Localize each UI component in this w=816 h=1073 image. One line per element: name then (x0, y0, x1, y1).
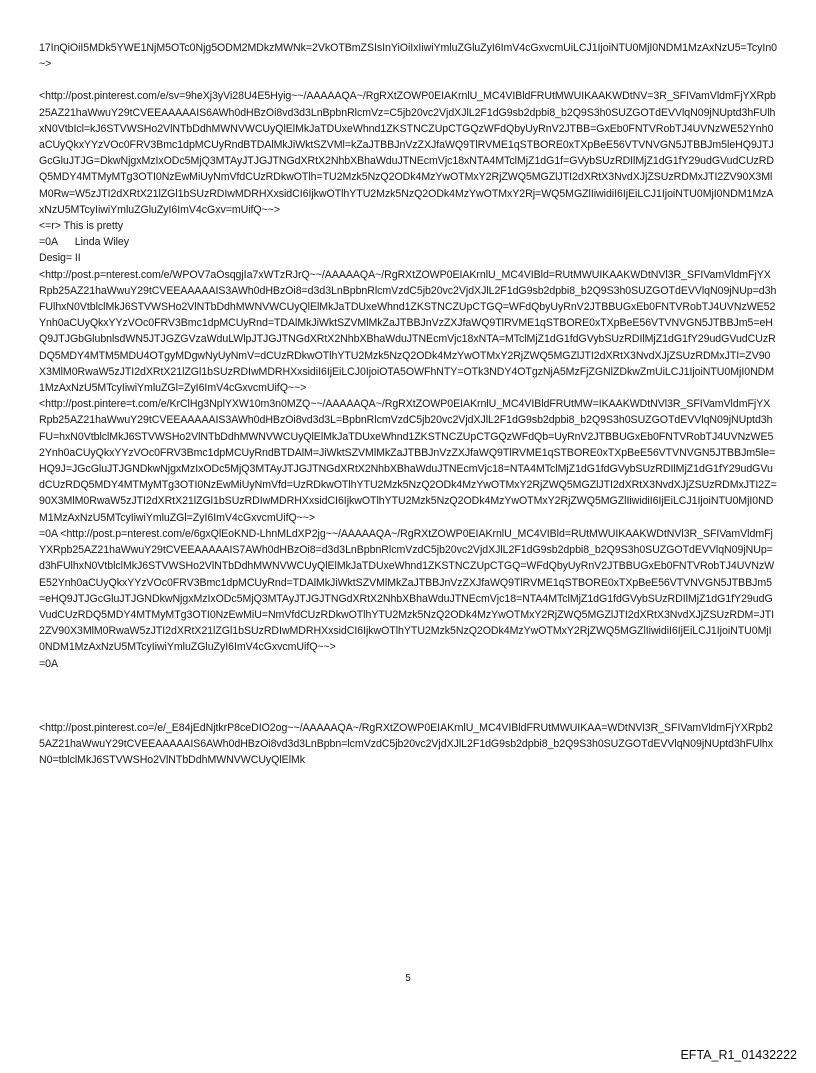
page-body (39, 40, 777, 768)
paragraph-spacer (39, 672, 777, 720)
url-paragraph: 17InQiOiI5MDk5YWE1NjM5OTc0Njg5ODM2MDkzMWNk=2VkOTBmZSIsInYiOiIxIiwiYmluZGluZyI6ImV4cGxvcmUiLCJ1IjoiNTU0MjI0NDM1MzAxNzU5=TcyIn0~> (39, 42, 777, 71)
text-line: =0A Linda Wiley (39, 236, 129, 249)
text-line: Desig= II (39, 252, 81, 265)
text-line: <=r> This is pretty (39, 220, 123, 233)
url-paragraph: <http://post.pinterest.com/e/sv=9heXj3yVi28U4E5Hyig~~/AAAAAQA~/RgRXtZOWP0EIAKrnlU_MC4VIBldFRUtMWUIKAAKWDtNV=3R_SFIVamVldmFjYXRpb25AZ21haWwuY29tCVEEAAAAAIS6AWh0dHBzOi8vd3d3LnBpbnRlcmVz=C5jb20vc2VjdXJlL2F1dG9sb2dpbi8_b2Q9S3h0SUZGOTdEVVlqN09jNUptd3hFUlhxN0VtbIcl=kJ6STVWSHo2VlNTbDdhMWNVWCUyQlElMkJaTDUxeWhnd1ZKSTNCZUpCTGQzWFdQbyUyRnV2JTBB=GxEb0FNTVRobTJ4UVNzWE52Ynh0aCUyQkxYYzVOc0FRV3Bmc1dpMCUyRndBTDAlMkJiWktSZVMl=kZaJTBBJnVzZXJfaWQ9TlRVME1qSTBORE0xTXpBeE56VTVNVGN5JTBBJm5leHQ9JTJGcGluJTJG=DkwNjgxMzIxODc5MjQ3MTAyJTJGJTNGdXRtX2NhbXBhaWduJTNEcmVjc18xNTA4MTclMjZ1dG1f=GVybSUzRDIlMjZ1dG1fY29udGVudCUzRDQ5MDY4MTMyMTg3OTI0NzEwMiUyNmVfdCUzRDkwOTlh=TU2Mzk5NzQ2ODk4MzYwOTMxY2RjZWQ5MGZlJTI2dXRtX3NvdXJjZSUzRDMxJTI2ZV90X3MlM0Rw=W5zJTI2dXRtX21lZGl1bSUzRDIwMDRHXxsidCI6IjkwOTlhYTU2Mzk5NzQ2ODk4MzYwOTMxY2Rj=WQ5MGZlIiwidiI6IjEiLCJ1IjoiNTU0MjI0NDM1MzAxNzU5MTcyIiwiYmluZGluZyI6ImV4cGxv=mUifQ~~> (39, 90, 776, 216)
url-paragraph: <http://post.pinterest.co=/e/_E84jEdNjtkrP8ceDIO2og~~/AAAAAQA~/RgRXtZOWP0EIAKrnlU_MC4VIBldFRUtMWUIKAA=WDtNVl3R_SFIVamVldmFjYXRpb25AZ21haWwuY29tCVEEAAAAAIS6AWh0dHBzOi8vd3d3LnBpbn=lcmVzdC5jb20vc2VjdXJlL2F1dG9sb2dpbi8_b2Q9S3h0SUZGOTdEVVlqN09jNUptd3hFUlhxN0=tblclMkJ6STVWSHo2VlNTbDdhMWNVWCUyQlElMk (39, 721, 774, 767)
paragraph-spacer (39, 72, 777, 88)
url-paragraph: <http://post.p=nterest.com/e/WPOV7aOsqgjIa7xWTzRJrQ~~/AAAAAQA~/RgRXtZOWP0EIAKrnlU_MC4VIBld=RUtMWUIKAAKWDtNVl3R_SFIVamVldmFjYXRpb25AZ21haWwuY29tCVEEAAAAAIS3AWh0dHBzOi8=d3d3LnBpbnRlcmVzdC5jb20vc2VjdXJlL2F1dG9sb2dpbi8_b2Q9S3h0SUZGOTdEVVlqN09jNUp=d3hFUlhxN0VtblclMkJ6STVWSHo2VlNTbDdhMWNVWCUyQlElMkJaTDUxeWhnd1ZKSTNCZUpCTGQ=WFdQbyUyRnV2JTBBUGxEb0FNTVRobTJ4UVNzWE52Ynh0aCUyQkxYYzVOc0FRV3Bmc1dpMCUyRnd=TDAlMkJiWktSZVMlMkZaJTBBJnVzZXJfaWQ9TlRVME1qSTBORE0xTXpBeE56VTVNVGN5JTBBJm5=eHQ9JTJGbGlubnlsdWN5JTJGZGVzaWduLWlpJTJGJTNGdXRtX2NhbXBhaWduJTNEcmVjc18xNTA=MTclMjZ1dG1fdGVybSUzRDIlMjZ1dG1fY29udGVudCUzRDQ5MDY4MTM5MDU4OTgyMDgwNyUyNmV=dCUzRDkwOTlhYTU2Mzk5NzQ2ODk4MzYwOTMxY2RjZWQ5MGZlJTI2dXRtX3NvdXJjZSUzRDMxJTI=ZV90X3MlM0RwaW5zJTI2dXRtX21lZGl1bSUzRDIwMDRHXxsidiI6IjEiLCJ0IjoiOTA5OWFhNTY=OTk3NDY4OTgzNjA5MzFjZGNlZDkwZmUiLCJ1IjoiNTU0MjI0NDM1MzAxNzU5MTcyIiwiYmluZGl=ZyI6ImV4cGxvcmUifQ~~> (39, 268, 777, 395)
document-id: EFTA_R1_01432222 (680, 1048, 797, 1062)
url-paragraph: =0A <http://post.p=nterest.com/e/6gxQlEoKND-LhnMLdXP2jg~~/AAAAAQA~/RgRXtZOWP0EIAKrnlU_MC4VIBld=RUtMWUIKAAKWDtNVl3R_SFIVamVldmFjYXRpb25AZ21haWwuY29tCVEEAAAAAIS7AWh0dHBzOi8=d3d3LnBpbnRlcmVzdC5jb20vc2VjdXJlL2F1dG9sb2dpbi8_b2Q9S3h0SUZGOTdEVVlqN09jNUp=d3hFUlhxN0VtblclMkJ6STVWSHo2VlNTbDdhMWNVWCUyQlElMkJaTDUxeWhnd1ZKSTNCZUpCTGQ=WFdQbyUyRnV2JTBBUGxEb0FNTVRobTJ4UVNzWE52Ynh0aCUyQkxYYzVOc0FRV3Bmc1dpMCUyRnd=TDAlMkJiWktSZVMlMkZaJTBBJnVzZXJfaWQ9TlRVME1qSTBORE0xTXpBeE56VTVNVGN5JTBBJm5=eHQ9JTJGcGluJTJGNDkwNjgxMzIxODc5MjQ3MTAyJTJGJTNGdXRtX2NhbXBhaWduJTNEcmVjc18=NTA4MTclMjZ1dG1fdGVybSUzRDIlMjZ1dG1fY29udGVudCUzRDQ5MDY4MTMyMTg3OTI0NzEwMiU=NmVfdCUzRDkwOTlhYTU2Mzk5NzQ2ODk4MzYwOTMxY2RjZWQ5MGZlJTI2dXRtX3NvdXJjZSUzRDM=JTI2ZV90X3MlM0RwaW5zJTI2dXRtX21lZGl1bSUzRDIwMDRHXxsidCI6IjkwOTlhYTU2Mzk5NzQ2ODk4MzYwOTMxY2RjZWQ5MGZlIiwidiI6IjEiLCJ1IjoiNTU0MjI0NDM1MzAxNzU5MTcyIiwiYmluZGluZyI6ImV4cGxvcmUifQ~~> (39, 527, 775, 654)
url-paragraph: <http://post.pintere=t.com/e/KrClHg3NplYXW10m3n0MZQ~~/AAAAAQA~/RgRXtZOWP0EIAKrnlU_MC4VIBldFRUtMW=IKAAKWDtNVl3R_SFIVamVldmFjYXRpb25AZ21haWwuY29tCVEEAAAAAIS3AWh0dHBzOi8vd3d3L=BpbnRlcmVzdC5jb20vc2VjdXJlL2F1dG9sb2dpbi8_b2Q9S3h0SUZGOTdEVVlqN09jNUptd3hFU=hxN0VtblclMkJ6STVWSHo2VlNTbDdhMWNVWCUyQlElMkJaTDUxeWhnd1ZKSTNCZUpCTGQzWFdQb=UyRnV2JTBBUGxEb0FNTVRobTJ4UVNzWE52Ynh0aCUyQkxYYzVOc0FRV3Bmc1dpMCUyRndBTDAlM=JiWktSZVMlMkZaJTBBJnVzZXJfaWQ9TlRVME1qSTBORE0xTXpBeE56VTVNVGN5JTBBJm5le=HQ9J=JGcGluJTJGNDkwNjgxMzIxODc5MjQ3MTAyJTJGJTNGdXRtX2NhbXBhaWduJTNEcmVjc18=NTA4MTclMjZ1dG1fdGVybSUzRDIlMjZ1dG1fY29udGVudCUzRDQ5MDY4MTMyMTg3OTI0NzEwMiUyNmVfd=UzRDkwOTlhYTU2Mzk5NzQ2ODk4MzYwOTMxY2RjZWQ5MGZlJTI2dXRtX3NvdXJjZSUzRDMxJTI2Z=90X3MlM0RwaW5zJTI2dXRtX21lZGl1bSUzRDIwMDRHXxsidCI6IjkwOTlhYTU2Mzk5NzQ2ODk4MzYwOTMxY2RjZWQ5MGZlIiwidiI6IjEiLCJ1IjoiNTU0MjI0NDM1MzAxNzU5MTcyIiwiYmluZGl=ZyI6ImV4cGxvcmUifQ~~> (39, 398, 777, 524)
text-line: =0A (39, 657, 58, 670)
page-number: 5 (405, 973, 411, 984)
